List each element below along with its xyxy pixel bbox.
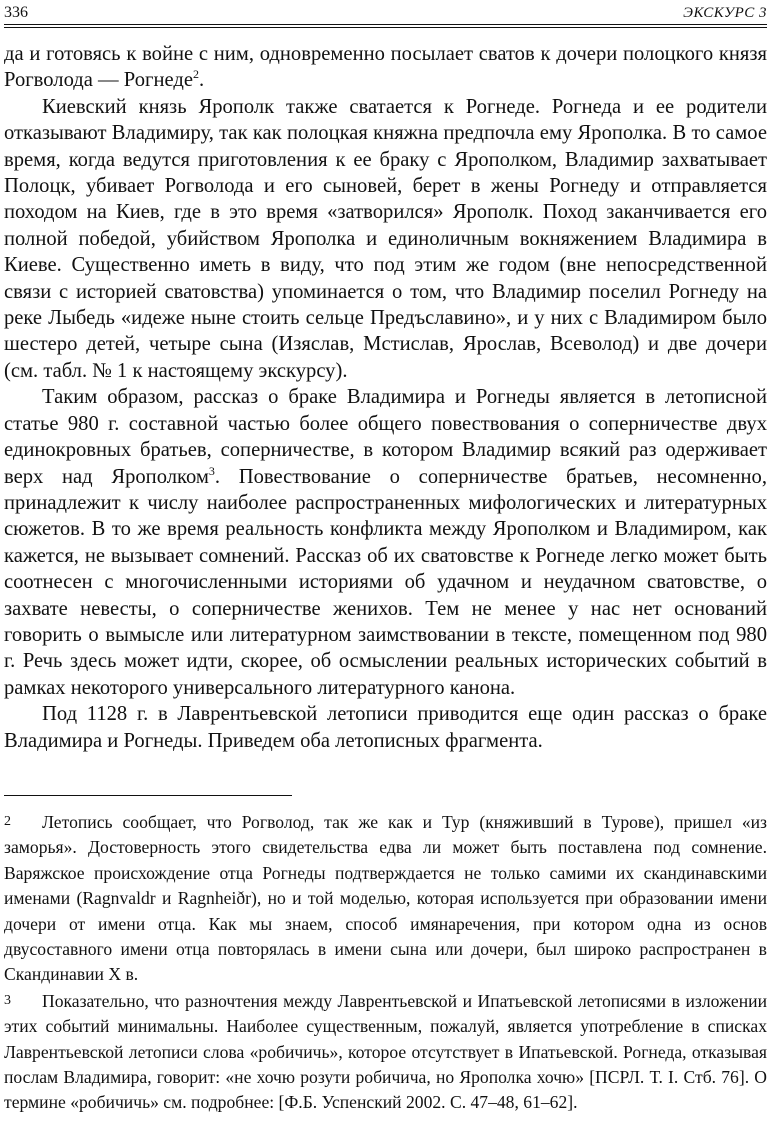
footnote-number: 2 [4,814,11,829]
paragraph-3-text-a: Таким образом, рассказ о браке Владимира и Рогнеды является в летописной статье 980 г. составной частью более общего повествования о соперничестве двух единокровных братьев, соперничестве, в котором Владимир всякий раз одерживает верх над Ярополком [4,386,767,488]
main-text [4,41,767,754]
header-rule [4,24,767,28]
paragraph-3 [4,384,767,701]
paragraph-3-text-b: . Повествование о соперничестве братьев, несомненно, принадлежит к числу наиболее распространенных мифологических и литературных сюжетов. В то же время реальность конфликта между Ярополком и Владимиром, как кажется, не вызывает сомнений. Рассказ об их сватовстве к Рогнеде легко может быть соотнесен с многочисленными историями об удачном и неудачном сватовстве, о захвате невесты, о соперничестве женихов. Тем не менее у нас нет оснований говорить о вымысле или литературном заимствовании в тексте, помещенном под 980 г. Речь здесь может идти, скорее, об осмыслении реальных исторических событий в рамках некоторого универсального литературного канона. [4,465,767,699]
page-number: 336 [4,4,28,21]
footnotes [4,809,767,1116]
footnote-3 [4,988,767,1116]
footnote-ref-2[interactable]: 2 [192,67,199,82]
footnote-text: Показательно, что разночтения между Лаврентьевской и Ипатьевской летописями в изложении этих событий минимальны. Наиболее существенным, пожалуй, является употребление в списках Лаврентьевской летописи слова «робичичь», которое отсутствует в Ипатьевской. Рогнеда, отказывая послам Владимира, говорит: «не хочю розути робичича, но Ярополка хочю» [ПСРЛ. Т. I. Стб. 76]. О термине «робичичь» см. подробнее: [Ф.Б. Успенский 2002. С. 47–48, 61–62]. [4,990,767,1113]
paragraph-1 [4,41,767,94]
footnote-ref-3[interactable]: 3 [208,463,215,478]
footnote-text: Летопись сообщает, что Рогволод, так же как и Тур (княживший в Турове), пришел «из заморья». Достоверность этого свидетельства едва ли может быть поставлена под сомнение. Варяжское происхождение отца Рогнеды подтверждается не только самими их скандинавскими именами (Ragnvaldr и Ragnheiðr), но и той моделью, которая используется при образовании имени дочери от имени отца. Как мы знаем, способ имянаречения, при котором одна из основ двусоставного имени отца повторялась в имени сына или дочери, был широко распространен в Скандинавии X в. [4,812,767,985]
footnote-rule [4,795,292,796]
running-title: ЭКСКУРС 3 [683,5,767,21]
paragraph-2: Киевский князь Ярополк также сватается к Рогнеде. Рогнеда и ее родители отказывают Владимиру, так как полоцкая княжна предпочла ему Ярополка. В то самое время, когда ведутся приготовления к ее браку с Ярополком, Владимир захватывает Полоцк, убивает Рогволода и его сыновей, берет в жены Рогнеду и отправляется походом на Киев, где в это время «затворился» Ярополк. Поход заканчивается его полной победой, убийством Ярополка и единоличным вокняжением Владимира в Киеве. Существенно иметь в виду, что под этим же годом (вне непосредственной связи с историей сватовства) упоминается о том, что Владимир поселил Рогнеду на реке Лыбедь «идеже ныне стоить сельце Предъславино», и у них с Владимиром было шестеро детей, четыре сына (Изяслав, Мстислав, Ярослав, Всеволод) и две дочери (см. табл. № 1 к настоящему экскурсу). [4,95,767,382]
footnote-number: 3 [4,992,11,1008]
running-header [4,0,767,22]
paragraph-1-text: да и готовясь к войне с ним, одновременно посылает сватов к дочери полоцкого князя Рогволода — Рогнеде [4,43,767,92]
paragraph-1-tail: . [198,69,205,92]
paragraph-4: Под 1128 г. в Лаврентьевской летописи приводится еще один рассказ о браке Владимира и Рогнеды. Приведем оба летописных фрагмента. [4,703,767,752]
footnote-2 [4,809,767,988]
